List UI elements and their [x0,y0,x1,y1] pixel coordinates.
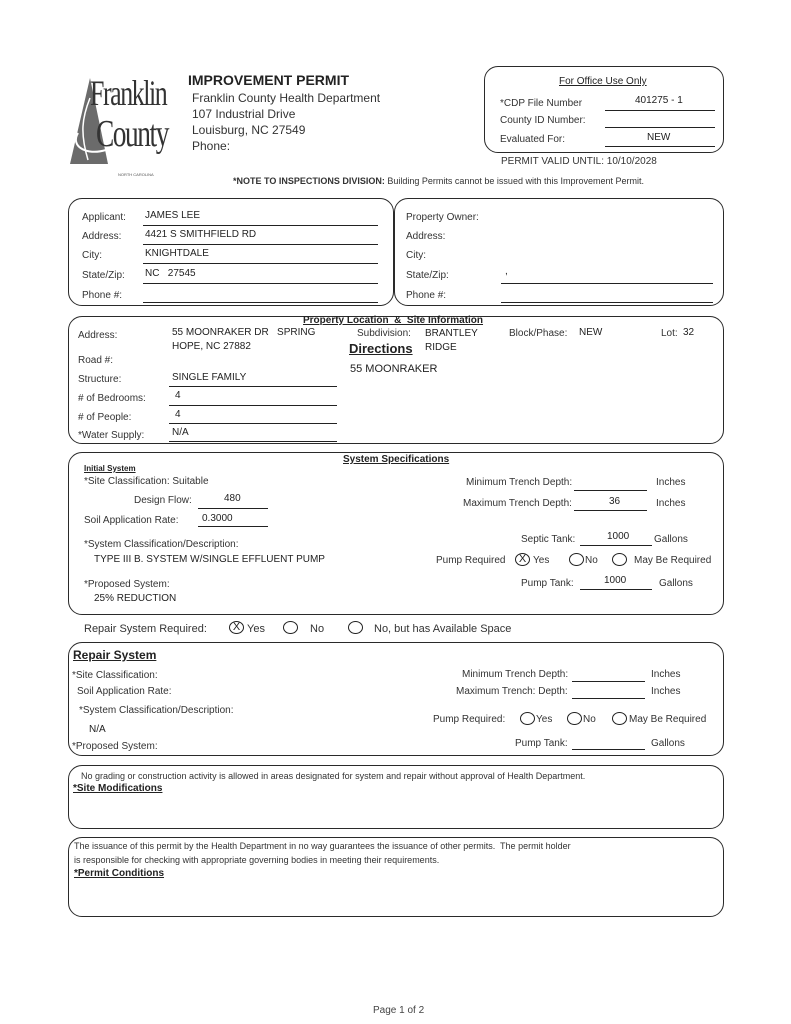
repair-pump-maybe-label: May Be Required [629,714,707,725]
repair-max-trench-label: Maximum Trench: Depth: [456,686,568,697]
applicant-value: JAMES LEE [145,210,201,221]
proposed-system-value: 25% REDUCTION [94,593,177,604]
repair-pump-yes-label: Yes [536,714,553,725]
applicant-statezip-label: State/Zip: [82,270,125,281]
people-label: # of People: [78,412,132,423]
structure-label: Structure: [78,374,122,385]
repair-pump-required-label: Pump Required: [433,714,506,725]
county-id-label: County ID Number: [500,115,586,126]
system-specifications-box [68,452,724,615]
owner-statezip-line [501,283,713,284]
pump-yes-label: Yes [533,555,550,566]
applicant-box [68,198,394,306]
pump-tank-line [580,589,652,590]
lot-label: Lot: [661,328,678,339]
repair-min-trench-line [572,681,645,682]
applicant-phone-line [143,302,378,303]
property-address-label: Address: [78,330,118,341]
pump-tank-label: Pump Tank: [521,578,574,589]
repair-space-radio[interactable] [348,621,363,634]
pump-no-radio[interactable] [569,553,584,566]
owner-phone-line [501,302,713,303]
pump-maybe-label: May Be Required [634,555,712,566]
block-phase-label: Block/Phase: [509,328,568,339]
site-mods-title: *Site Modifications [73,783,163,794]
conditions-notice-1: The issuance of this permit by the Health Department in no way guarantees the issuance of other permits. The permit holder [74,841,571,851]
min-trench-label: Minimum Trench Depth: [466,477,573,488]
logo-word-county: County [96,113,168,155]
repair-no-label: No [310,623,325,635]
applicant-city-value: KNIGHTDALE [145,248,209,259]
applicant-label: Applicant: [82,212,126,223]
owner-statezip-label: State/Zip: [406,270,449,281]
directions-label: Directions [349,341,413,356]
min-trench-unit: Inches [656,477,686,488]
applicant-address-label: Address: [82,231,122,242]
repair-max-trench-unit: Inches [651,686,681,697]
evaluated-for-value: NEW [647,132,671,143]
repair-min-trench-unit: Inches [651,669,681,680]
cdp-file-label: *CDP File Number [500,98,583,109]
repair-site-class-label: *Site Classification: [72,670,158,681]
permit-conditions-box [68,837,724,917]
pump-maybe-radio[interactable] [612,553,627,566]
conditions-title: *Permit Conditions [74,868,165,879]
lot-value: 32 [683,327,695,338]
structure-line [169,386,337,387]
pump-tank-unit: Gallons [659,578,693,589]
page-number: Page 1 of 2 [373,1005,425,1016]
department-phone-label: Phone: [192,139,231,153]
soil-rate-line [198,526,268,527]
septic-tank-line [580,545,652,546]
property-address-line1: 55 MOONRAKER DR SPRING [172,327,316,338]
soil-rate-value: 0.3000 [202,513,233,524]
repair-pump-tank-line [572,749,645,750]
department-address-2: Louisburg, NC 27549 [192,123,306,137]
inspections-note-text: Building Permits cannot be issued with this Improvement Permit. [387,176,644,186]
repair-class-label: *System Classification/Description: [79,705,234,716]
water-supply-label: *Water Supply: [78,430,145,441]
repair-section-title: Repair System [73,648,157,662]
property-owner-box [394,198,724,306]
logo-word-franklin: Franklin [90,73,167,113]
repair-class-value: N/A [89,724,106,735]
office-use-box [484,66,724,153]
evaluated-for-line [605,146,715,147]
repair-yes-label: Yes [247,623,265,635]
directions-value: 55 MOONRAKER [350,363,438,375]
max-trench-line [574,510,647,511]
bedrooms-value: 4 [175,390,181,401]
applicant-address-line [143,244,378,245]
property-section-title: Property Location & Site Information [303,315,484,326]
water-supply-value: N/A [172,427,189,438]
repair-pump-tank-unit: Gallons [651,738,685,749]
soil-rate-label: Soil Application Rate: [84,515,179,526]
applicant-city-line [143,263,378,264]
office-use-title: For Office Use Only [559,76,647,87]
repair-min-trench-label: Minimum Trench Depth: [462,669,569,680]
repair-pump-maybe-radio[interactable] [612,712,627,725]
septic-tank-value: 1000 [607,531,630,542]
repair-yes-radio[interactable]: X [229,621,244,634]
repair-pump-no-radio[interactable] [567,712,582,725]
max-trench-value: 36 [609,496,621,507]
max-trench-label: Maximum Trench Depth: [463,498,572,509]
design-flow-value: 480 [224,493,241,504]
system-section-title: System Specifications [343,454,450,465]
block-phase-value: NEW [579,327,603,338]
owner-address-label: Address: [406,231,446,242]
design-flow-line [198,508,268,509]
water-supply-line [169,441,337,442]
franklin-county-logo [68,72,178,187]
repair-pump-tank-label: Pump Tank: [515,738,568,749]
septic-tank-label: Septic Tank: [521,534,576,545]
cdp-file-value: 401275 - 1 [635,95,683,106]
site-modifications-box [68,765,724,829]
septic-tank-unit: Gallons [654,534,688,545]
road-label: Road #: [78,355,114,366]
department-name: Franklin County Health Department [192,91,381,105]
repair-no-radio[interactable] [283,621,298,634]
proposed-system-label: *Proposed System: [84,579,170,590]
inspections-note-label: *NOTE TO INSPECTIONS DIVISION: [233,176,385,186]
min-trench-line [574,490,647,491]
applicant-address-value: 4421 S SMITHFIELD RD [145,229,257,240]
owner-statezip-value: , [505,266,508,277]
repair-proposed-label: *Proposed System: [72,741,158,752]
applicant-phone-label: Phone #: [82,290,123,301]
people-line [169,423,337,424]
owner-label: Property Owner: [406,212,479,223]
logo-tagline: NORTH CAROLINA [118,172,154,177]
inspections-note [233,176,644,186]
subdivision-value-2: RIDGE [425,342,457,353]
applicant-city-label: City: [82,250,102,261]
subdivision-label: Subdivision: [357,328,411,339]
pump-yes-radio[interactable]: X [515,553,530,566]
repair-soil-rate-label: Soil Application Rate: [77,686,172,697]
max-trench-unit: Inches [656,498,686,509]
subdivision-value-1: BRANTLEY [425,328,478,339]
owner-phone-label: Phone #: [406,290,447,301]
property-location-box [68,316,724,444]
site-mods-notice: No grading or construction activity is allowed in areas designated for system and repair without approval of Health Department. [81,771,586,781]
pump-required-label: Pump Required [436,555,506,566]
bedrooms-line [169,405,337,406]
applicant-line [143,225,378,226]
structure-value: SINGLE FAMILY [172,372,247,383]
applicant-statezip-line [143,283,378,284]
repair-required-label: Repair System Required: [84,623,207,635]
evaluated-for-label: Evaluated For: [500,134,566,145]
page-title: IMPROVEMENT PERMIT [188,72,350,88]
conditions-notice-2: is responsible for checking with appropriate governing bodies in meeting their requirements. [74,855,440,865]
county-id-line [605,127,715,128]
initial-system-label: Initial System [84,464,136,473]
repair-space-label: No, but has Available Space [374,623,512,635]
cdp-file-line [605,110,715,111]
department-address-1: 107 Industrial Drive [192,107,296,121]
owner-city-label: City: [406,250,426,261]
system-class-value: TYPE III B. SYSTEM W/SINGLE EFFLUENT PUMP [94,554,325,565]
permit-valid-until: PERMIT VALID UNTIL: 10/10/2028 [501,156,657,167]
property-address-line2: HOPE, NC 27882 [172,341,251,352]
repair-max-trench-line [572,698,645,699]
repair-pump-yes-radio[interactable] [520,712,535,725]
bedrooms-label: # of Bedrooms: [78,393,146,404]
site-classification: *Site Classification: Suitable [84,476,209,487]
repair-pump-no-label: No [583,714,596,725]
pump-no-label: No [585,555,598,566]
system-class-label: *System Classification/Description: [84,539,239,550]
people-value: 4 [175,409,181,420]
repair-system-box [68,642,724,756]
pump-tank-value: 1000 [604,575,627,586]
design-flow-label: Design Flow: [134,495,192,506]
applicant-statezip-value: NC 27545 [145,268,196,279]
